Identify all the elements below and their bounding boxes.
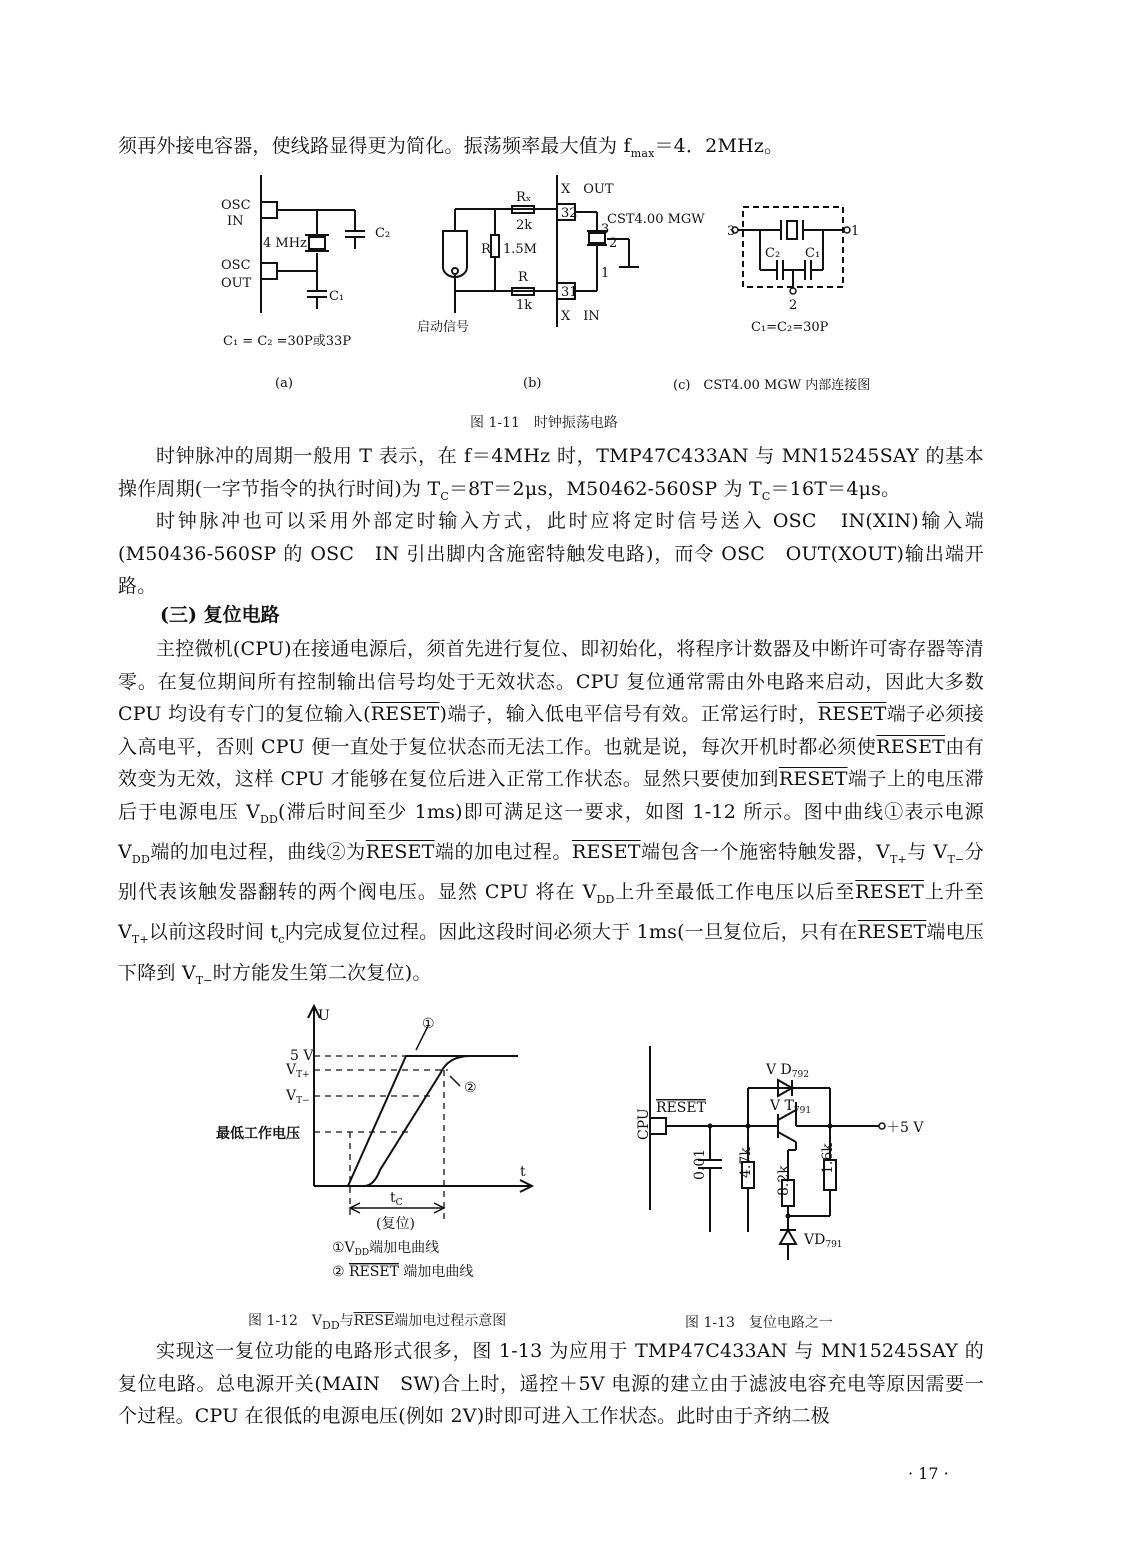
label-min-voltage: 最低工作电压: [216, 1126, 300, 1142]
label-1-5m: 1.5M: [503, 242, 537, 257]
label-osc-in-2: IN: [227, 214, 244, 229]
label-curve-2: ②: [464, 1080, 477, 1096]
axis-label-u: U: [318, 1008, 330, 1024]
sublabel-b: (b): [523, 376, 542, 391]
label-osc-in: OSC: [221, 198, 251, 213]
label-osc-out: OSC: [221, 258, 251, 273]
figure-1-11: [205, 175, 925, 400]
paragraph-intro: 须再外接电容器，使线路显得更为简化。振荡频率最大值为 $f_{max}=4$．2MHz。: [118, 135, 784, 160]
label-c-equation: C₁ = C₂ =30P或33P: [223, 334, 352, 349]
label-2k: 2k: [516, 218, 533, 233]
sublabel-c: (c) CST4.00 MGW 内部连接图: [673, 378, 871, 393]
label-pin-2: 2: [609, 236, 618, 251]
label-r: R: [518, 270, 528, 285]
curve-vdd: [314, 1056, 518, 1186]
label-vd791: $VD_{791}$: [804, 1232, 843, 1250]
label-node-3: 3: [727, 224, 736, 239]
figure-1-13-caption: 图 1-13 复位电路之一: [685, 1315, 833, 1331]
paragraph-reset-circuit: 实现这一复位功能的电路形式很多，图 1-13 为应用于 TMP47C433AN 与 MN15245SAY 的复位电路。总电源开关(MAIN SW)合上时，遥控＋5V 电源的建立由于滤波电容充电等原因需要一个过程。CPU 在很低的电源电压(例如 2V)时即可进入工作状态。此时由于齐纳二极: [118, 1340, 984, 1427]
label-c1: C₁: [329, 289, 345, 304]
label-plus-5v: ＋5 V: [886, 1120, 924, 1136]
label-pin-1: 1: [601, 266, 610, 281]
label-0-01: 0.01: [692, 1148, 708, 1180]
page-number: · 17 ·: [908, 1464, 949, 1483]
label-osc-out-2: OUT: [221, 276, 252, 291]
label-c1-internal: C₁: [805, 246, 821, 261]
label-reset-pin: RESET: [656, 1100, 706, 1116]
label-5v: 5 V: [290, 1048, 314, 1064]
paragraph-reset-description: 主控微机(CPU)在接通电源后，须首先进行复位、即初始化，将程序计数器及中断许可寄存器等清零。在复位期间所有控制输出信号均处于无效状态。CPU 复位通常需由外电路来启动，因此大多数 CPU 均设有专门的复位输入(RESET)端子，输入低电平信号有效。正常运行时，RESET端子必须接入高电平，否则 CPU 便一直处于复位状态而无法工作。也就是说，每次开机时都必须使RESET由有效变为无效，这样 CPU 才能够在复位后进入正常工作状态。显然只要使加到RESET端子上的电压滞后于电源电压 $V_{DD}$(滞后时间至少 1ms)即可满足这一要求，如图 1-12 所示。图中曲线①表示电源 $V_{DD}$端的加电过程，曲线②为RESET端的加电过程。RESET端包含一个施密特触发器，$V_{T+}$与 $V_{T-}$分别代表该触发器翻转的两个阀电压。显然 CPU 将在 $V_{DD}$上升至最低工作电压以后至RESET上升至 $V_{T+}$以前这段时间 $t_c$内完成复位过程。因此这段时间必须大于 1ms(一旦复位后，只有在RESET端电压下降到 $V_{T-}$时方能发生第二次复位)。: [118, 638, 984, 987]
label-pin-3: 3: [601, 222, 610, 237]
figure-1-12-caption: 图 1-12 $V_{DD}$与RESE端加电过程示意图: [248, 1313, 507, 1332]
legend-curve-1: $①V_{DD}$端加电曲线: [332, 1240, 440, 1258]
label-1k: 1k: [516, 298, 533, 313]
label-cpu: CPU: [636, 1108, 652, 1140]
label-vt791: V $T_{791}$: [770, 1098, 812, 1116]
label-tc: $t_C$: [390, 1190, 403, 1208]
label-pin-31: 31: [561, 285, 578, 300]
label-4-7k: 4.7k: [738, 1147, 754, 1178]
label-vt-minus: $V_{T-}$: [286, 1088, 310, 1106]
label-cst-part: CST4.00 MGW: [607, 212, 705, 227]
label-rx: Rₓ: [516, 190, 532, 205]
figure-1-12: [210, 1000, 550, 1290]
section-heading: (三) 复位电路: [160, 604, 280, 626]
label-pin-32: 32: [561, 206, 578, 221]
label-c2: C₂: [375, 226, 391, 241]
label-reset-note: (复位): [376, 1216, 415, 1232]
label-1-6k: 1.6k: [820, 1143, 836, 1174]
label-node-1: 1: [851, 224, 860, 239]
legend-curve-2: ② RESET 端加电曲线: [332, 1264, 474, 1280]
figure-1-13: [620, 1040, 940, 1280]
label-x-in: X IN: [561, 309, 600, 324]
label-vd792: V $D_{792}$: [766, 1062, 809, 1080]
label-node-2: 2: [789, 298, 798, 313]
label-curve-1: ①: [422, 1016, 435, 1032]
label-r-feedback: R: [481, 242, 491, 257]
label-8-2k: 8.2k: [776, 1165, 792, 1196]
curve-reset: [348, 1056, 518, 1186]
label-vt-plus: $V_{T+}$: [286, 1062, 310, 1080]
label-4mhz: 4 MHz: [263, 236, 307, 251]
label-x-out: X OUT: [561, 182, 614, 197]
figure-1-11-caption: 图 1-11 时钟振荡电路: [470, 415, 618, 431]
label-start-signal: 启动信号: [417, 320, 470, 335]
label-c-eq-internal: C₁=C₂=30P: [751, 320, 829, 335]
label-c2-internal: C₂: [765, 246, 781, 261]
axis-label-t: t: [520, 1164, 526, 1180]
sublabel-a: (a): [275, 376, 293, 391]
paragraph-external-clock: 时钟脉冲也可以采用外部定时输入方式，此时应将定时信号送入 OSC IN(XIN)输入端(M50436-560SP 的 OSC IN 引出脚内含施密特触发电路)，而令 OSC OUT(XOUT)输出端开路。: [118, 510, 984, 597]
paragraph-clock-period: 时钟脉冲的周期一般用 T 表示，在 f＝4MHz 时，TMP47C433AN 与 MN15245SAY 的基本操作周期(一字节指令的执行时间)为 $T_C=8T=2\mu s$，M50462-560SP 为 $T_C=16T=4\mu s$。: [118, 445, 984, 503]
